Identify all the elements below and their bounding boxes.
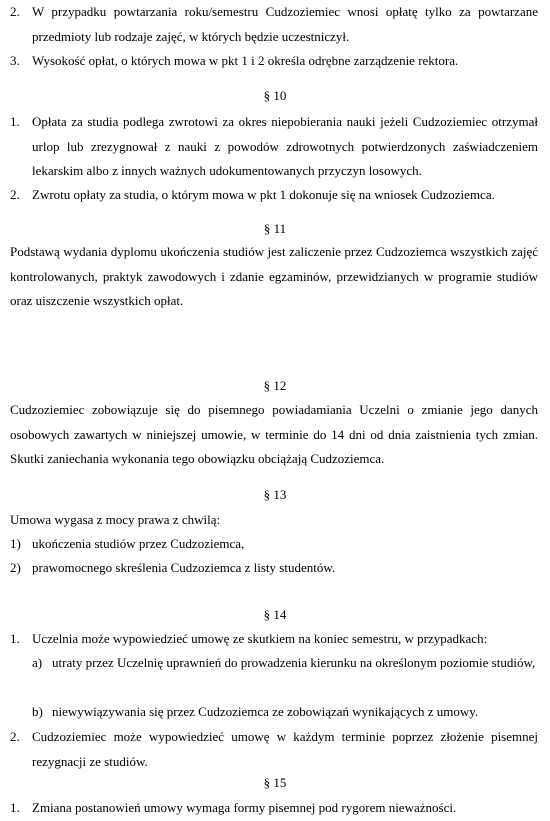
sub-list-item [32,651,538,676]
item-number: b) [32,704,43,719]
item-text: Cudzoziemiec może wypowiedzieć umowę w każdym terminie poprzez złożenie pisemnej rezygnacji ze studiów. [32,729,538,769]
item-text: W przypadku powtarzania roku/semestru Cudzoziemiec wnosi opłatę tylko za powtarzane przedmioty lub rodzaje zajęć, w których będzie uczestniczył. [32,4,538,44]
item-number: 3. [10,53,20,68]
section-heading-14: § 14 [263,607,287,622]
list-item [10,49,538,74]
item-number: 1. [10,631,20,646]
item-number: a) [32,655,43,670]
paragraph: Umowa wygasa z mocy prawa z chwilą: [10,512,221,527]
item-number: 2. [10,4,20,19]
item-text: Opłata za studia podlega zwrotowi za okres niepobierania nauki jeżeli Cudzoziemiec otrzymał urlop lub zrezygnował z nauki z powodów zdrowotnych potwierdzonych zaświadczeniem lekarskim albo z innych ważnych udokumentowanych przyczyn losowych. [32,114,538,178]
list-item [10,183,538,208]
list-item [10,725,538,774]
item-number: 1. [10,114,20,129]
paragraph: Cudzoziemiec zobowiązuje się do pisemnego powiadamiania Uczelni o zmianie jego danych osobowych zawartych w niniejszej umowie, w terminie do 14 dni od dnia zaistnienia tych zmian. Skutki zaniechania wykonania tego obowiązku obciążają Cudzoziemca. [10,402,538,466]
section-heading-13: § 13 [263,487,287,502]
item-number: 1. [10,800,20,815]
list-item [10,532,538,557]
item-number: 2. [10,187,20,202]
section-heading-15: § 15 [263,775,287,790]
item-text: Wysokość opłat, o których mowa w pkt 1 i 2 określa odrębne zarządzenie rektora. [32,53,459,68]
sub-list-item [32,700,538,725]
item-text: Zwrotu opłaty za studia, o którym mowa w pkt 1 dokonuje się na wniosek Cudzoziemca. [32,187,495,202]
item-number: 2. [10,729,20,744]
section-heading-11: § 11 [263,221,287,236]
section-heading-10: § 10 [263,88,287,103]
item-text: Uczelnia może wypowiedzieć umowę ze skutkiem na koniec semestru, w przypadkach: [32,631,488,646]
item-text: Zmiana postanowień umowy wymaga formy pisemnej pod rygorem nieważności. [32,800,457,815]
item-number: 2) [10,560,21,575]
paragraph: Podstawą wydania dyplomu ukończenia studiów jest zaliczenie przez Cudzoziemca wszystkich zajęć kontrolowanych, praktyk zawodowych i zdanie egzaminów, przewidzianych w programie studiów oraz uiszczenie wszystkich opłat. [10,244,538,308]
list-item [10,796,538,821]
list-item [10,0,538,49]
section-heading-12: § 12 [263,378,287,393]
list-item [10,627,538,652]
item-text: utraty przez Uczelnię uprawnień do prowadzenia kierunku na określonym poziomie studiów, [52,655,536,670]
list-item [10,110,538,184]
item-number: 1) [10,536,21,551]
list-item [10,556,538,581]
item-text: ukończenia studiów przez Cudzoziemca, [32,536,245,551]
item-text: prawomocnego skreślenia Cudzoziemca z listy studentów. [32,560,336,575]
item-text: niewywiązywania się przez Cudzoziemca ze zobowiązań wynikających z umowy. [52,704,479,719]
